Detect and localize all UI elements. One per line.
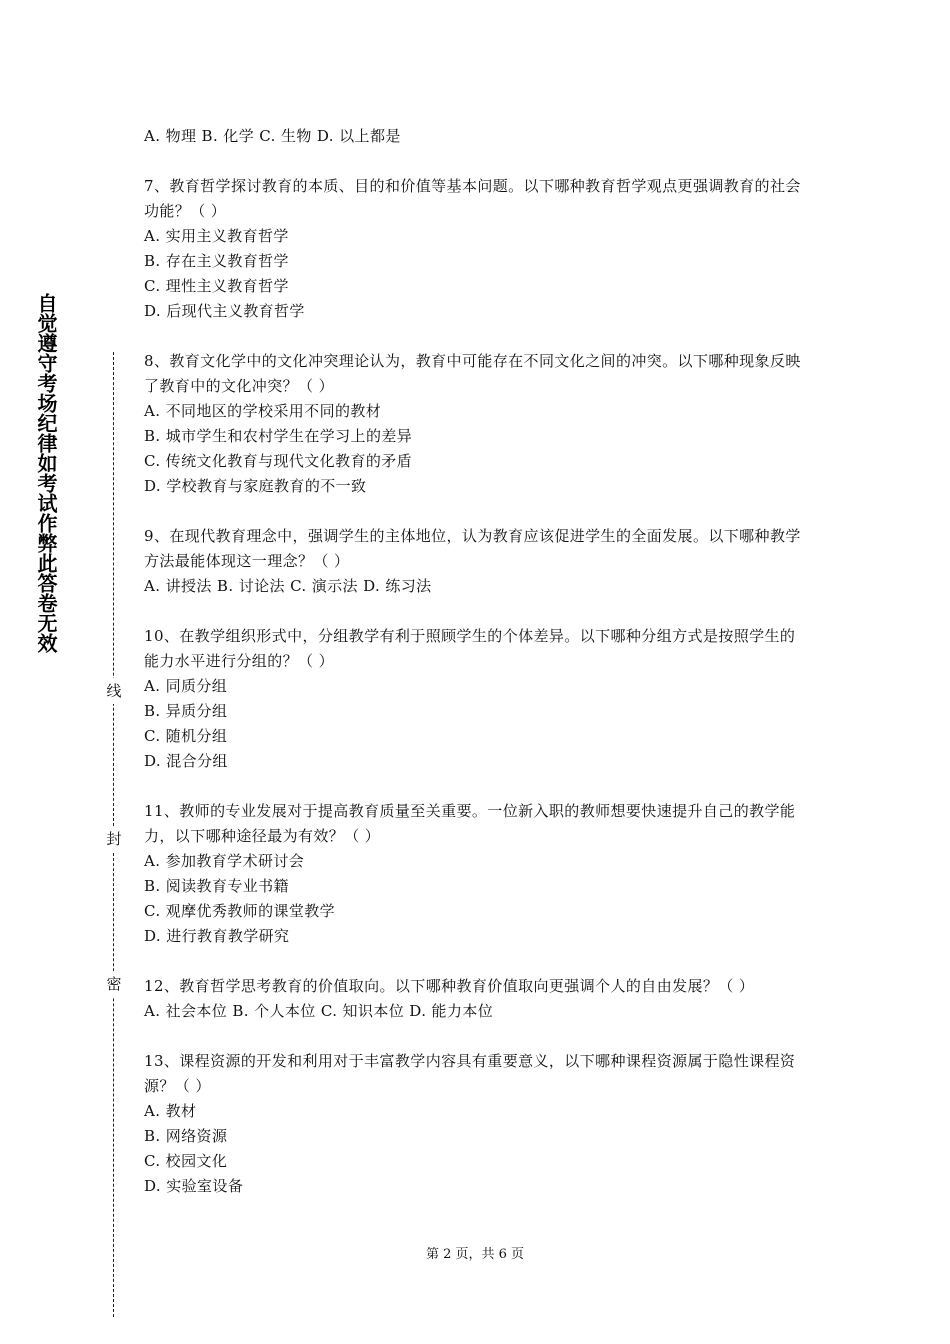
page-number-footer: 第 2 页，共 6 页 — [425, 1247, 525, 1262]
question-stem: 12、教育哲学思考教育的价值取向。以下哪种教育价值取向更强调个人的自由发展？（ ） — [144, 977, 755, 995]
option-b: B. 阅读教育专业书籍 — [144, 877, 289, 895]
option-a: A. 实用主义教育哲学 — [144, 227, 289, 245]
question-stem: 10、在教学组织形式中，分组教学有利于照顾学生的个体差异。以下哪种分组方式是按照学生的能力水平进行分组的？（ ） — [144, 627, 796, 670]
option-b: B. 城市学生和农村学生在学习上的差异 — [144, 427, 413, 445]
option-a: A. 同质分组 — [144, 677, 228, 695]
option-c: C. 校园文化 — [144, 1152, 228, 1170]
option-a: A. 教材 — [144, 1102, 197, 1120]
question-13 — [144, 1049, 809, 1199]
question-stem: 7、教育哲学探讨教育的本质、目的和价值等基本问题。以下哪种教育哲学观点更强调教育的社会功能？（ ） — [144, 177, 801, 220]
option-c: C. 理性主义教育哲学 — [144, 277, 289, 295]
option-c: C. 观摩优秀教师的课堂教学 — [144, 902, 336, 920]
exam-discipline-notice: 自觉遵守考场纪律如考试作弊此答卷无效 — [34, 293, 58, 653]
question-9 — [144, 524, 809, 599]
question-6-options: A. 物理 B. 化学 C. 生物 D. 以上都是 — [144, 127, 401, 145]
binding-mark-seal: 封 — [104, 826, 124, 852]
binding-mark-secret: 密 — [104, 971, 124, 997]
question-stem: 9、在现代教育理念中，强调学生的主体地位，认为教育应该促进学生的全面发展。以下哪种教学方法最能体现这一理念？（ ） — [144, 527, 801, 570]
question-stem: 11、教师的专业发展对于提高教育质量至关重要。一位新入职的教师想要快速提升自己的教学能力，以下哪种途径最为有效？（ ） — [144, 802, 796, 845]
question-list — [144, 124, 809, 1199]
option-c: C. 传统文化教育与现代文化教育的矛盾 — [144, 452, 413, 470]
question-stem: 13、课程资源的开发和利用对于丰富教学内容具有重要意义，以下哪种课程资源属于隐性课程资源？（ ） — [144, 1052, 796, 1095]
binding-mark-line: 线 — [104, 678, 124, 704]
option-b: B. 存在主义教育哲学 — [144, 252, 289, 270]
option-b: B. 网络资源 — [144, 1127, 228, 1145]
option-a: A. 不同地区的学校采用不同的教材 — [144, 402, 382, 420]
question-10 — [144, 624, 809, 774]
option-row: A. 讲授法 B. 讨论法 C. 演示法 D. 练习法 — [144, 577, 432, 595]
option-d: D. 后现代主义教育哲学 — [144, 302, 305, 320]
question-stem: 8、教育文化学中的文化冲突理论认为，教育中可能存在不同文化之间的冲突。以下哪种现象反映了教育中的文化冲突？（ ） — [144, 352, 801, 395]
option-b: B. 异质分组 — [144, 702, 228, 720]
option-d: D. 进行教育教学研究 — [144, 927, 290, 945]
option-c: C. 随机分组 — [144, 727, 228, 745]
option-d: D. 实验室设备 — [144, 1177, 244, 1195]
question-7 — [144, 174, 809, 324]
question-11 — [144, 799, 809, 949]
option-a: A. 参加教育学术研讨会 — [144, 852, 305, 870]
question-12 — [144, 974, 809, 1024]
option-row: A. 社会本位 B. 个人本位 C. 知识本位 D. 能力本位 — [144, 1002, 494, 1020]
question-8 — [144, 349, 809, 499]
option-d: D. 学校教育与家庭教育的不一致 — [144, 477, 367, 495]
option-d: D. 混合分组 — [144, 752, 228, 770]
